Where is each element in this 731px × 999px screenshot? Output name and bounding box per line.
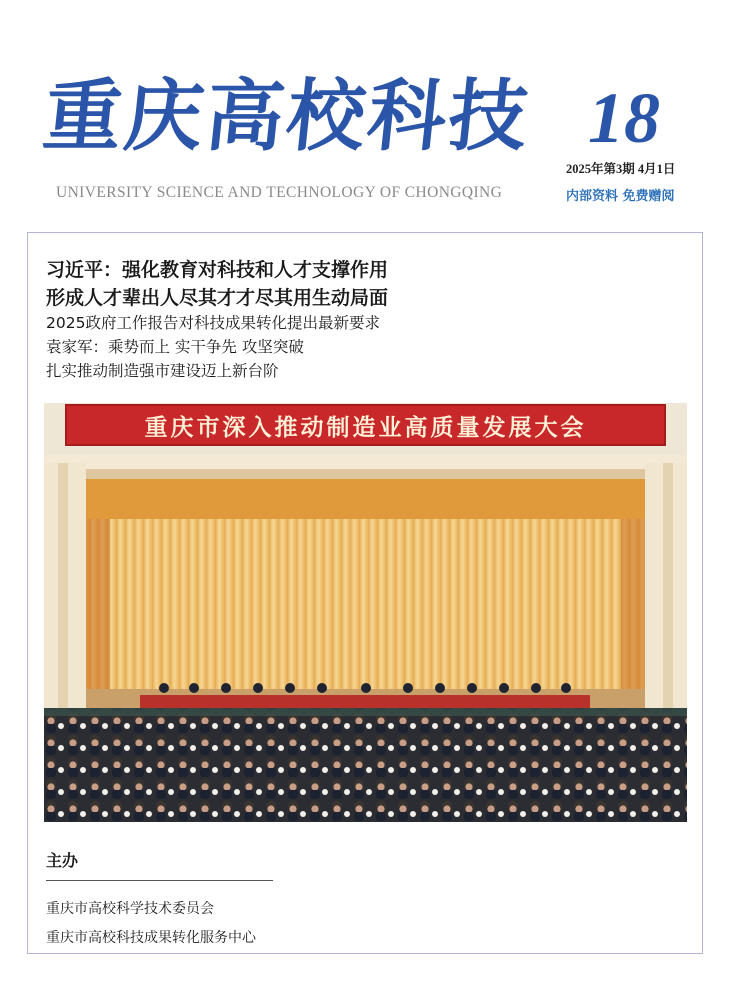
banner-text: 重庆市深入推动制造业高质量发展大会 — [144, 413, 587, 441]
issue-number: 18 — [588, 78, 660, 158]
organizer-item: 重庆市高校科技成果转化服务中心 — [46, 930, 256, 946]
cover-photo — [44, 403, 687, 822]
divider — [46, 880, 273, 881]
issue-date: 2025年第3期 4月1日 — [566, 162, 676, 176]
organizer-item: 重庆市高校科学技术委员会 — [46, 901, 214, 917]
masthead-subtitle-en: UNIVERSITY SCIENCE AND TECHNOLOGY OF CHONGQING — [56, 184, 503, 201]
lead-headline-line2: 形成人才辈出人尽其才才尽其用生动局面 — [46, 287, 389, 309]
masthead-title: 重庆高校科技 — [39, 71, 535, 162]
distribution-note: 内部资料 免费赠阅 — [566, 189, 675, 204]
organizer-title: 主办 — [46, 851, 79, 870]
headline-item: 袁家军：乘势而上 实干争先 攻坚突破 — [46, 338, 304, 356]
lead-headline-line1: 习近平：强化教育对科技和人才支撑作用 — [46, 259, 389, 281]
headline-item: 扎实推动制造强市建设迈上新台阶 — [46, 362, 279, 380]
headline-item: 2025政府工作报告对科技成果转化提出最新要求 — [46, 314, 380, 332]
